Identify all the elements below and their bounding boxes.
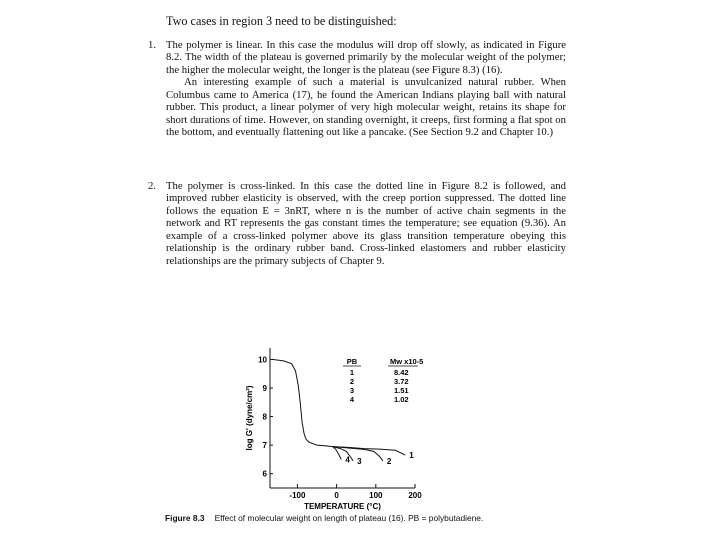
caption-label: Figure 8.3 [165,513,205,523]
table-header-mw: Mw x10-5 [390,357,424,366]
y-tick-label: 6 [262,469,267,479]
paragraph: An interesting example of such a material is unvulcanized natural rubber. When Columbus came to America (17), he found the American Indians playing ball with natural rubber. This product, a linear polymer of very high molecular weight, retains its shape for short durations of time. However, on standing overnight, it creeps, first forming a flat spot on the bottom, and eventually flattening out like a pancake. (See Section 9.2 and Chapter 10.) [166,76,566,139]
table-cell-pb: 1 [349,368,355,377]
x-tick-label: 200 [408,491,422,500]
x-tick-label: 100 [369,491,383,500]
modulus-temperature-chart [240,340,430,512]
y-tick-label: 7 [262,441,267,451]
table-cell-mw: 1.02 [394,395,409,404]
series-label-1: 1 [409,451,414,461]
list-item-1 [148,39,566,139]
table-cell-mw: 3.72 [394,377,409,386]
intro-text: Two cases in region 3 need to be distinguished: [166,14,397,28]
table-header-pb: PB [346,357,358,366]
y-tick-label: 10 [258,355,267,365]
series-label-2: 2 [386,456,392,466]
figure-8-3 [240,340,430,512]
list-number: 1. [148,39,157,51]
table-cell-pb: 4 [349,395,355,404]
list-number: 2. [148,180,157,192]
paragraph: The polymer is linear. In this case the modulus will drop off slowly, as indicated in Figure 8.2. The width of the plateau is governed primarily by the molecular weight of the polymer; the higher the molecular weight, the longer is the plateau (see Figure 8.3) (16). [166,39,566,76]
caption-text: Effect of molecular weight on length of plateau (16). PB = polybutadiene. [214,513,484,523]
paragraph: The polymer is cross-linked. In this case the dotted line in Figure 8.2 is followed, and improved rubber elasticity is observed, with the creep portion suppressed. The dotted line follows the equation E = 3nRT, where n is the number of active chain segments in the network and RT represents the gas constant times the temperature; see equation (9.36). An example of a cross-linked polymer above its glass transition temperature obeying this relationship is the ordinary rubber band. Cross-linked elastomers and rubber elasticity relationships are the primary subjects of Chapter 9. [166,180,566,267]
y-axis-label: log G′ (dyne/cm²) [245,385,254,451]
figure-caption [165,513,483,523]
list-item-2 [148,180,566,267]
x-axis-label: TEMPERATURE (°C) [304,502,381,511]
x-tick-label: 0 [334,491,339,500]
series-label-3: 3 [357,456,362,466]
y-tick-label: 8 [262,412,267,422]
common-curve [272,359,333,446]
table-cell-mw: 8.42 [394,368,409,377]
y-tick-label: 9 [262,384,267,393]
table-cell-mw: 1.51 [394,386,409,395]
x-tick-label: -100 [289,491,306,500]
series-label-4: 4 [345,455,350,465]
table-cell-pb: 2 [349,377,355,386]
table-cell-pb: 3 [349,386,355,395]
